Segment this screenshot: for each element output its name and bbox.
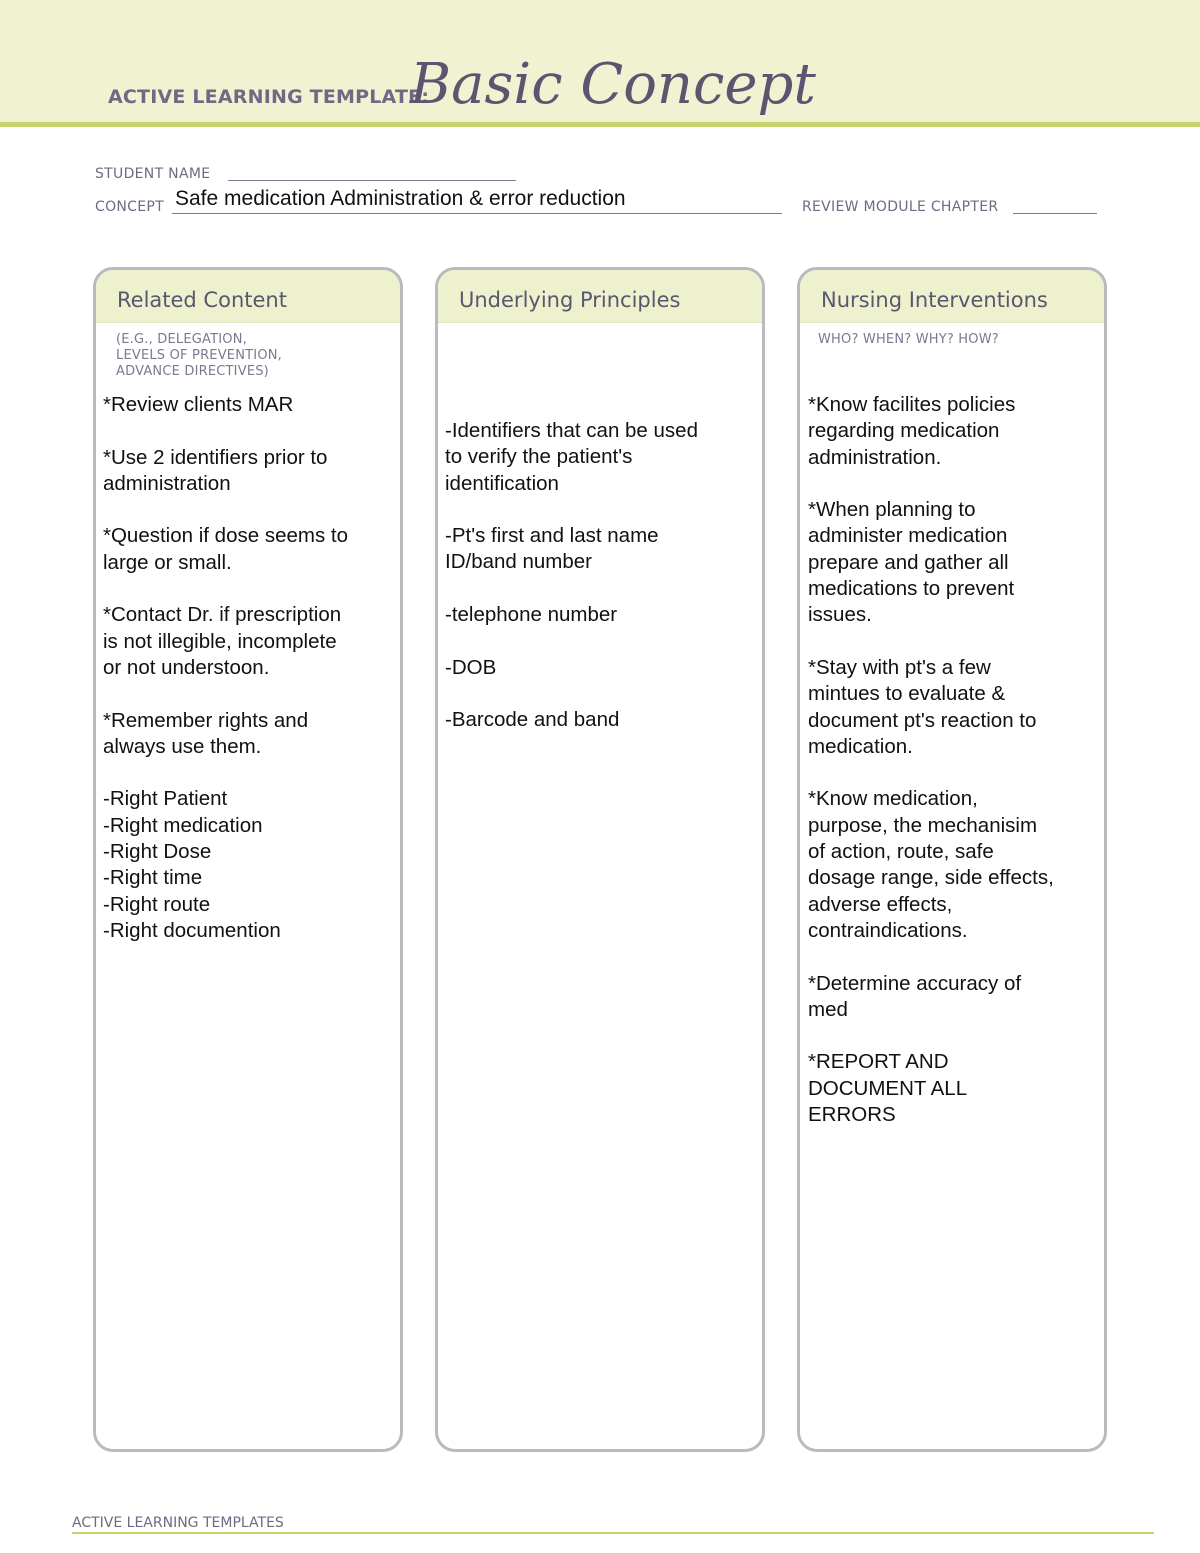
header-rule [0, 122, 1200, 127]
underlying-principles-body[interactable]: -Identifiers that can be used to verify the patient's identification -Pt's first and last name ID/band number -telephone number -DOB -Barcode and band [445, 419, 698, 732]
student-name-label: STUDENT NAME [95, 166, 211, 182]
related-content-body[interactable]: *Review clients MAR *Use 2 identifiers prior to administration *Question if dose seems to large or small. *Contact Dr. if prescription is not illegible, incomplete or not understoon. *Remember rights and always use them. -Right Patient -Right medication -Right Dose -Right time -Right route -Right documention [103, 393, 348, 942]
related-content-title: Related Content [117, 288, 287, 312]
nursing-interventions-header [800, 270, 1104, 323]
footer-rule [72, 1532, 1154, 1534]
nursing-interventions-panel [797, 267, 1107, 1452]
nursing-interventions-subtitle: WHO? WHEN? WHY? HOW? [818, 332, 999, 347]
concept-label: CONCEPT [95, 199, 164, 215]
review-module-field[interactable] [1013, 213, 1097, 214]
related-content-subtitle: (E.G., DELEGATION, LEVELS OF PREVENTION, ADVANCE DIRECTIVES) [116, 332, 283, 379]
underlying-principles-header [438, 270, 762, 323]
nursing-interventions-body[interactable]: *Know facilites policies regarding medication administration. *When planning to administer medication prepare and gather all medications to prevent issues. *Stay with pt's a few mintues to evaluate & document pt's reaction to medication. *Know medication, purpose, the mechanisim of action, route, safe dosage range, side effects, adverse effects, contraindications. *Determine accuracy of med *REPORT AND DOCUMENT ALL ERRORS [808, 393, 1054, 1127]
footer-label: ACTIVE LEARNING TEMPLATES [72, 1515, 284, 1531]
template-label: ACTIVE LEARNING TEMPLATE: [108, 86, 430, 108]
concept-value: Safe medication Administration & error reduction [175, 187, 626, 210]
related-content-panel [93, 267, 403, 1452]
underlying-principles-title: Underlying Principles [459, 288, 681, 312]
student-name-field[interactable] [228, 180, 516, 181]
review-module-label: REVIEW MODULE CHAPTER [802, 199, 999, 215]
nursing-interventions-title: Nursing Interventions [821, 288, 1048, 312]
concept-field[interactable] [172, 213, 782, 214]
template-title: Basic Concept [410, 52, 816, 117]
underlying-principles-panel [435, 267, 765, 1452]
related-content-header [96, 270, 400, 323]
